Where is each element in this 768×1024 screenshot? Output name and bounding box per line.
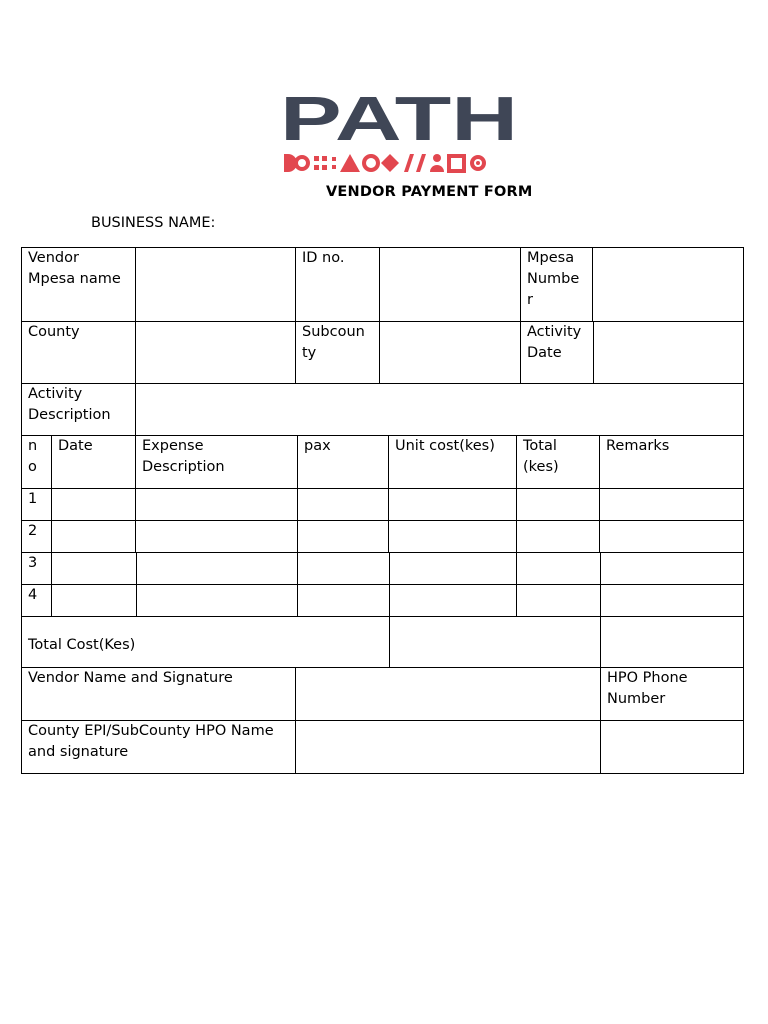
subcounty-field[interactable] — [379, 321, 521, 384]
total-field[interactable] — [516, 520, 600, 553]
unit-cost-field[interactable] — [389, 584, 517, 617]
hpo-phone-field[interactable] — [600, 720, 744, 774]
mpesa-number-label: Mpesa Numbe r — [520, 247, 593, 322]
row-number: 3 — [21, 552, 52, 585]
county-label: County — [21, 321, 136, 384]
activity-date-label: Activity Date — [520, 321, 594, 384]
total-field[interactable] — [516, 488, 600, 521]
vendor-mpesa-name-label: Vendor Mpesa name — [21, 247, 136, 322]
expense-description-field[interactable] — [136, 584, 298, 617]
logo-symbol-row — [284, 154, 484, 172]
total-cost-field[interactable] — [389, 616, 601, 668]
date-field[interactable] — [51, 584, 137, 617]
remarks-field[interactable] — [600, 584, 744, 617]
unit-cost-field[interactable] — [388, 520, 517, 553]
header-unit-cost: Unit cost(kes) — [388, 435, 517, 489]
vendor-signature-field[interactable] — [295, 667, 601, 721]
date-field[interactable] — [51, 488, 136, 521]
total-field[interactable] — [516, 584, 601, 617]
expense-description-field[interactable] — [135, 488, 298, 521]
form-title: VENDOR PAYMENT FORM — [326, 184, 533, 200]
row-number: 4 — [21, 584, 52, 617]
logo-wordmark: PATH — [280, 90, 518, 154]
county-hpo-signature-field[interactable] — [295, 720, 601, 774]
id-no-label: ID no. — [295, 247, 380, 322]
unit-cost-field[interactable] — [389, 552, 517, 585]
mpesa-number-field[interactable] — [592, 247, 744, 322]
header-pax: pax — [297, 435, 389, 489]
vendor-mpesa-name-field[interactable] — [135, 247, 296, 322]
expense-description-field[interactable] — [135, 520, 298, 553]
activity-date-field[interactable] — [593, 321, 744, 384]
pax-field[interactable] — [297, 520, 389, 553]
activity-description-label: Activity Description — [21, 383, 136, 436]
subcounty-label: Subcoun ty — [295, 321, 380, 384]
row-number: 1 — [21, 488, 52, 521]
remarks-field[interactable] — [599, 488, 744, 521]
hpo-phone-label: HPO Phone Number — [600, 667, 744, 721]
id-no-field[interactable] — [379, 247, 521, 322]
remarks-field[interactable] — [599, 520, 744, 553]
county-field[interactable] — [135, 321, 296, 384]
total-cost-remarks-field[interactable] — [600, 616, 744, 668]
header-remarks: Remarks — [599, 435, 744, 489]
pax-field[interactable] — [297, 584, 390, 617]
total-cost-label: Total Cost(Kes) — [21, 616, 390, 668]
unit-cost-field[interactable] — [388, 488, 517, 521]
remarks-field[interactable] — [600, 552, 744, 585]
expense-description-field[interactable] — [136, 552, 298, 585]
total-field[interactable] — [516, 552, 601, 585]
path-logo — [280, 90, 520, 174]
pax-field[interactable] — [297, 552, 390, 585]
business-name-label: BUSINESS NAME: — [91, 215, 216, 231]
row-number: 2 — [21, 520, 52, 553]
vendor-signature-label: Vendor Name and Signature — [21, 667, 296, 721]
header-date: Date — [51, 435, 136, 489]
county-hpo-signature-label: County EPI/SubCounty HPO Name and signature — [21, 720, 296, 774]
date-field[interactable] — [51, 520, 136, 553]
activity-description-field[interactable] — [135, 383, 744, 436]
header-expense-description: Expense Description — [135, 435, 298, 489]
header-no: n o — [21, 435, 52, 489]
header-total: Total (kes) — [516, 435, 600, 489]
date-field[interactable] — [51, 552, 137, 585]
pax-field[interactable] — [297, 488, 389, 521]
